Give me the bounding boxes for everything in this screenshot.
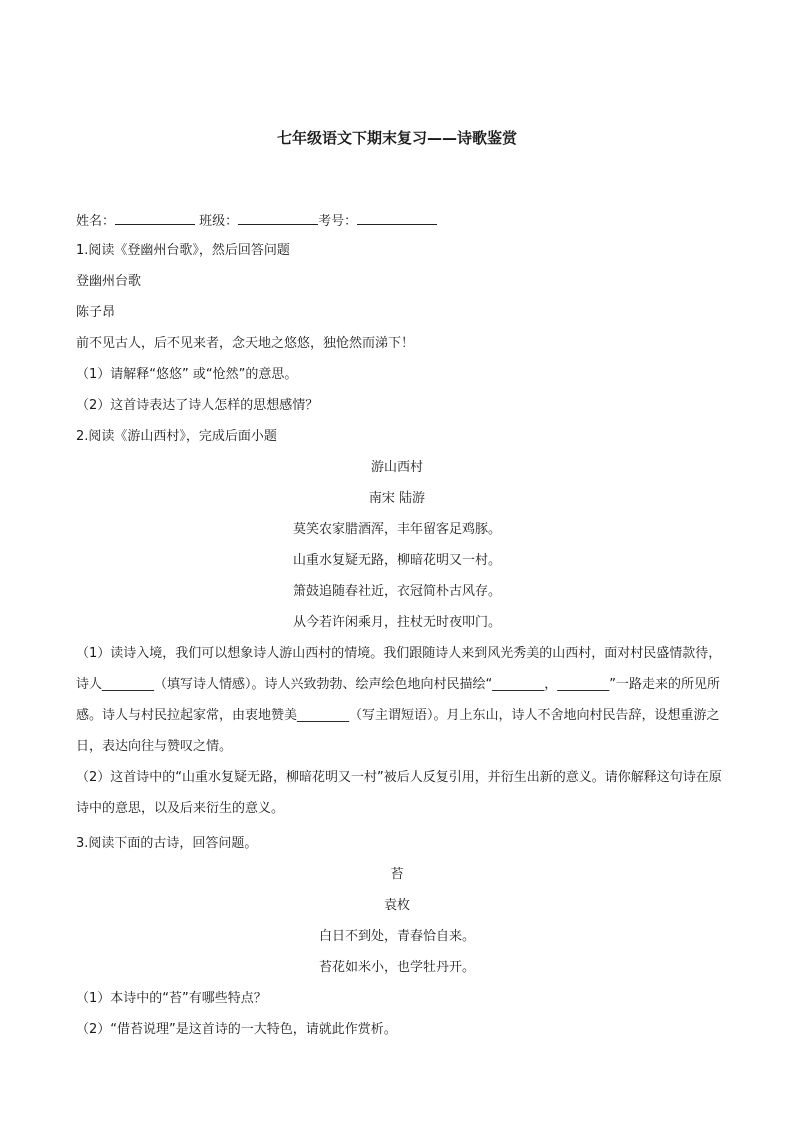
q2-author: 南宋 陆游 xyxy=(368,491,426,506)
q2-poem-line: 莫笑农家腊酒浑，丰年留客足鸡豚。 xyxy=(292,522,501,537)
q1-sub2: （2）这首诗表达了诗人怎样的思想感情？ xyxy=(76,398,319,413)
q1-verse: 前不见古人，后不见来者，念天地之悠悠，独怆然而涕下！ xyxy=(76,336,415,351)
q3-poem-title: 苔 xyxy=(390,867,404,882)
q3-author: 袁枚 xyxy=(383,898,410,913)
q3-sub2: （2）“借苔说理”是这首诗的一大特色，请就此作赏析。 xyxy=(76,1022,397,1037)
q3-poem-line: 苔花如米小，也学牡丹开。 xyxy=(318,960,475,975)
q2-sub1: （1）读诗入境，我们可以想象诗人游山西村的情境。我们跟随诗人来到风光秀美的山西村，面对村民盛情款待，诗人________（填写诗人情感）。诗人兴致勃勃、绘声绘色地向村民描绘“________，________”一路走来的所见所感。诗人与村民拉起家常，由衷地赞美________（写主谓短语）。月上东山，诗人不舍地向村民告辞，设想重游之日，表达向往与赞叹之情。 xyxy=(76,646,722,754)
q3-prompt: 3.阅读下面的古诗，回答问题。 xyxy=(76,836,258,851)
q2-poem-title: 游山西村 xyxy=(370,460,423,475)
q1-sub1: （1）请解释“悠悠” 或“怆然”的意思。 xyxy=(76,367,298,382)
page-title: 七年级语文下期末复习——诗歌鉴赏 xyxy=(276,129,517,147)
q2-prompt: 2.阅读《游山西村》，完成后面小题 xyxy=(76,429,277,444)
q2-sub2: （2）这首诗中的“山重水复疑无路，柳暗花明又一村”被后人反复引用，并衍生出新的意义。请你解释这句诗在原诗中的意思，以及后来衍生的意义。 xyxy=(76,770,722,816)
q3-sub1: （1）本诗中的“苔”有哪些特点？ xyxy=(76,991,267,1006)
q3-poem-line: 白日不到处，青春恰自来。 xyxy=(318,929,475,944)
q1-poem-title: 登幽州台歌 xyxy=(76,274,142,289)
q2-poem-line: 箫鼓追随春社近，衣冠简朴古风存。 xyxy=(292,584,501,599)
q2-poem-line: 从今若许闲乘月，拄杖无时夜叩门。 xyxy=(292,615,501,630)
exam-number-blank xyxy=(357,211,437,225)
exam-number-label: 考号： xyxy=(318,214,358,229)
class-label: 班级： xyxy=(195,214,239,229)
q1-prompt: 1.阅读《登幽州台歌》，然后回答问题 xyxy=(76,243,290,258)
q2-poem-line: 山重水复疑无路，柳暗花明又一村。 xyxy=(292,553,501,568)
name-blank xyxy=(115,211,195,225)
student-info-line xyxy=(76,211,437,231)
name-label: 姓名： xyxy=(76,214,116,229)
q1-author: 陈子昂 xyxy=(76,305,116,320)
class-blank xyxy=(238,211,318,225)
